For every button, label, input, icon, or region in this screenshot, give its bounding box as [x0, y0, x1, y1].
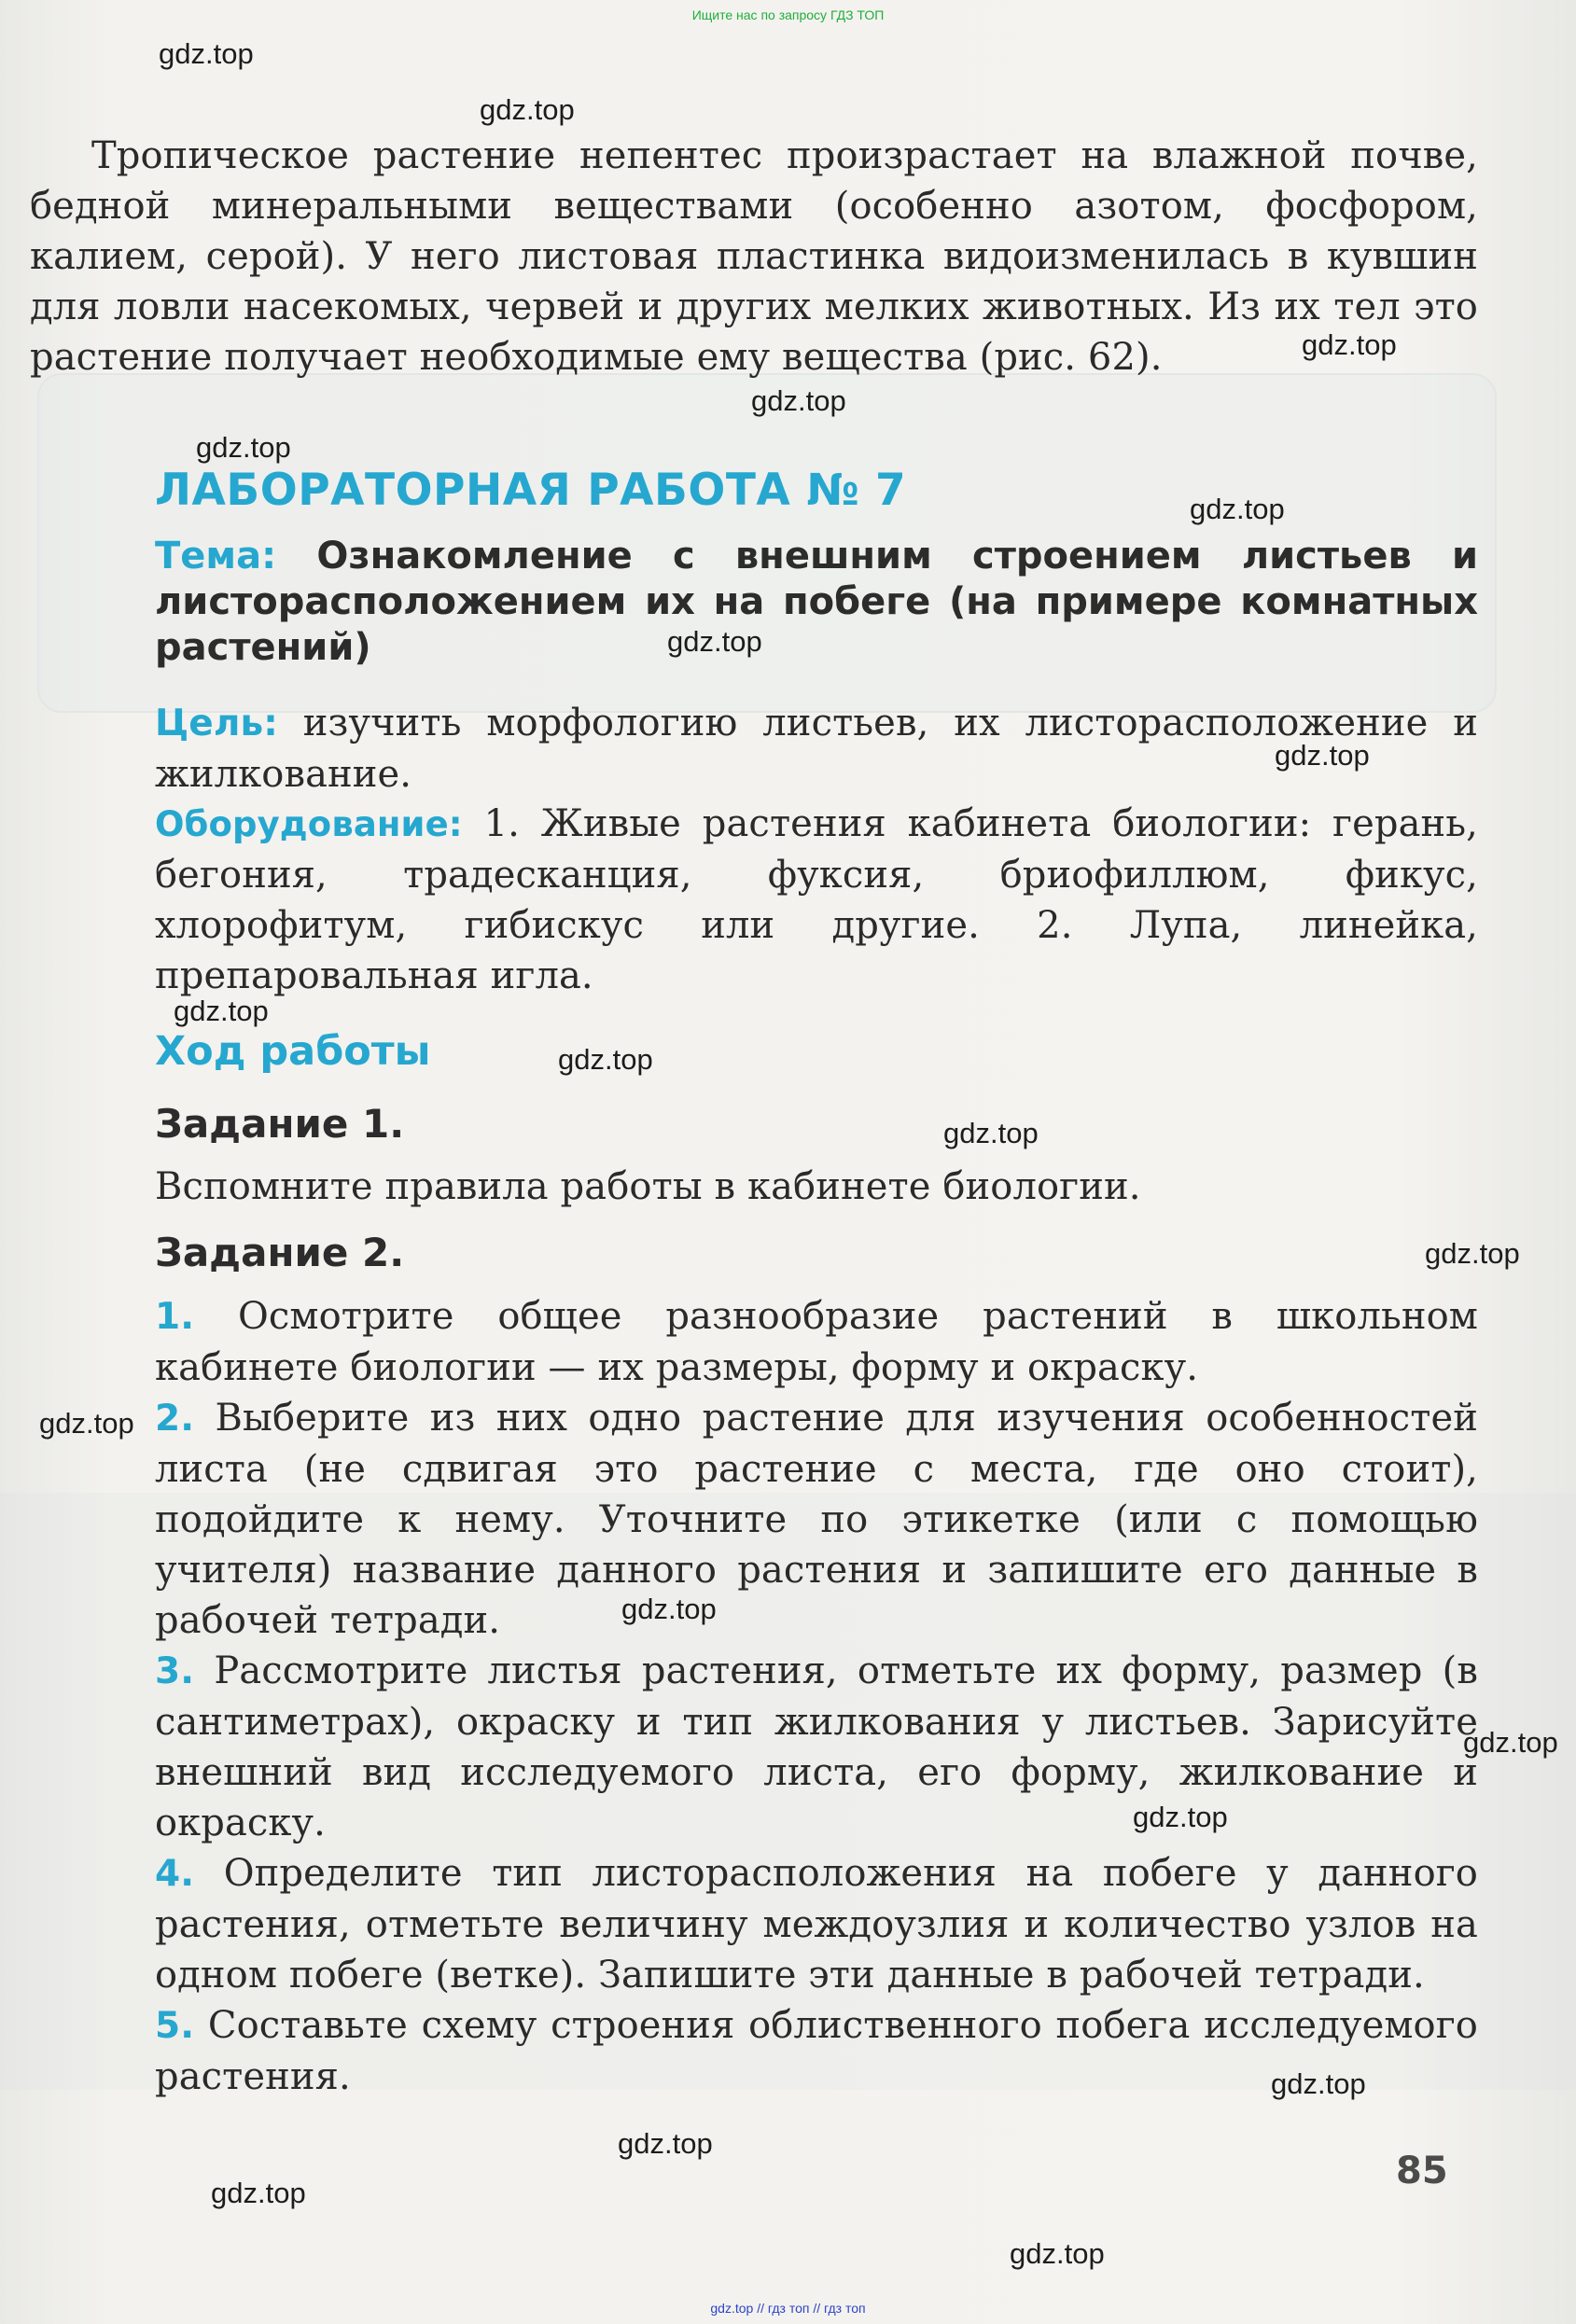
watermark: gdz.top	[667, 625, 762, 658]
watermark: gdz.top	[751, 384, 846, 417]
header-note: Ищите нас по запросу ГДЗ ТОП	[691, 7, 885, 22]
task-2-steps	[155, 1291, 1478, 2102]
watermark: gdz.top	[1271, 2067, 1366, 2100]
page-number: 85	[1396, 2150, 1448, 2192]
step-number: 4.	[155, 1853, 195, 1895]
watermark: gdz.top	[1010, 2237, 1105, 2270]
footer-note: gdz.top // гдз топ // гдз топ	[710, 2301, 866, 2316]
watermark: gdz.top	[1190, 493, 1285, 525]
watermark: gdz.top	[1302, 328, 1397, 361]
step-item	[155, 1646, 1478, 1848]
step-item	[155, 1848, 1478, 2000]
step-text: Рассмотрите листья растения, отметьте их форму, размер (в сантиметрах), окраску и тип жилкования у листьев. Зарисуйте внешний вид исследуемого листа, его форму, жилкование и окраску.	[155, 1649, 1478, 1844]
goal-label: Цель:	[155, 703, 278, 745]
watermark: gdz.top	[618, 2127, 713, 2160]
watermark: gdz.top	[1133, 1801, 1228, 1833]
watermark: gdz.top	[1425, 1237, 1520, 1270]
topic-label: Тема:	[155, 535, 277, 578]
task-1-title: Задание 1.	[155, 1101, 405, 1147]
task-1-text: Вспомните правила работы в кабинете биологии.	[155, 1165, 1141, 1208]
lab-equipment	[155, 799, 1478, 1001]
step-text: Определите тип листорасположения на побеге у данного растения, отметьте величину междоузлия и количество узлов на одном побеге (ветке). Запишите эти данные в рабочей тетради.	[155, 1852, 1478, 1997]
watermark: gdz.top	[558, 1043, 653, 1076]
task-2-title: Задание 2.	[155, 1230, 405, 1275]
step-number: 3.	[155, 1650, 195, 1692]
step-number: 5.	[155, 2005, 195, 2047]
watermark: gdz.top	[1275, 739, 1370, 772]
watermark: gdz.top	[196, 431, 291, 464]
step-number: 2.	[155, 1398, 195, 1440]
watermark: gdz.top	[174, 995, 269, 1027]
procedure-heading: Ход работы	[155, 1028, 431, 1075]
lab-topic	[155, 534, 1478, 671]
watermark: gdz.top	[211, 2177, 306, 2209]
step-text: Осмотрите общее разнообразие растений в школьном кабинете биологии — их размеры, форму и окраску.	[155, 1295, 1478, 1389]
watermark: gdz.top	[159, 37, 254, 70]
step-item	[155, 1393, 1478, 1646]
topic-text: Ознакомление с внешним строением листьев и листорасположением их на побеге (на примере комнатных растений)	[155, 535, 1479, 669]
step-item	[155, 1291, 1478, 1393]
watermark: gdz.top	[39, 1407, 134, 1440]
step-number: 1.	[155, 1296, 195, 1338]
watermark: gdz.top	[621, 1593, 717, 1625]
watermark: gdz.top	[943, 1117, 1039, 1149]
step-text: Составьте схему строения облиственного побега исследуемого растения.	[155, 2004, 1478, 2098]
step-text: Выберите из них одно растение для изучения особенностей листа (не сдвигая это растение с места, где оно стоит), подойдите к нему. Уточните по этикетке (или с помощью учителя) название данного растения и запишите его данные в рабочей тетради.	[155, 1397, 1478, 1642]
watermark: gdz.top	[1463, 1726, 1558, 1759]
equipment-label: Оборудование:	[155, 804, 463, 844]
goal-text: изучить морфологию листьев, их листорасположение и жилкование.	[155, 702, 1478, 796]
intro-paragraph: Тропическое растение непентес произрастает на влажной почве, бедной минеральными веществами (особенно азотом, фосфором, калием, серой). У него листовая пластинка видоизменилась в кувшин для ловли насекомых, червей и других мелких животных. Из их тел это растение получает необходимые ему вещества (рис. 62).	[30, 134, 1478, 379]
lab-title: ЛАБОРАТОРНАЯ РАБОТА № 7	[155, 465, 907, 516]
equipment-text: 1. Живые растения кабинета биологии: герань, бегония, традесканция, фуксия, бриофиллюм, фикус, хлорофитум, гибискус или другие. 2. Лупа, линейка, препаровальная игла.	[155, 802, 1478, 997]
watermark: gdz.top	[480, 93, 575, 126]
